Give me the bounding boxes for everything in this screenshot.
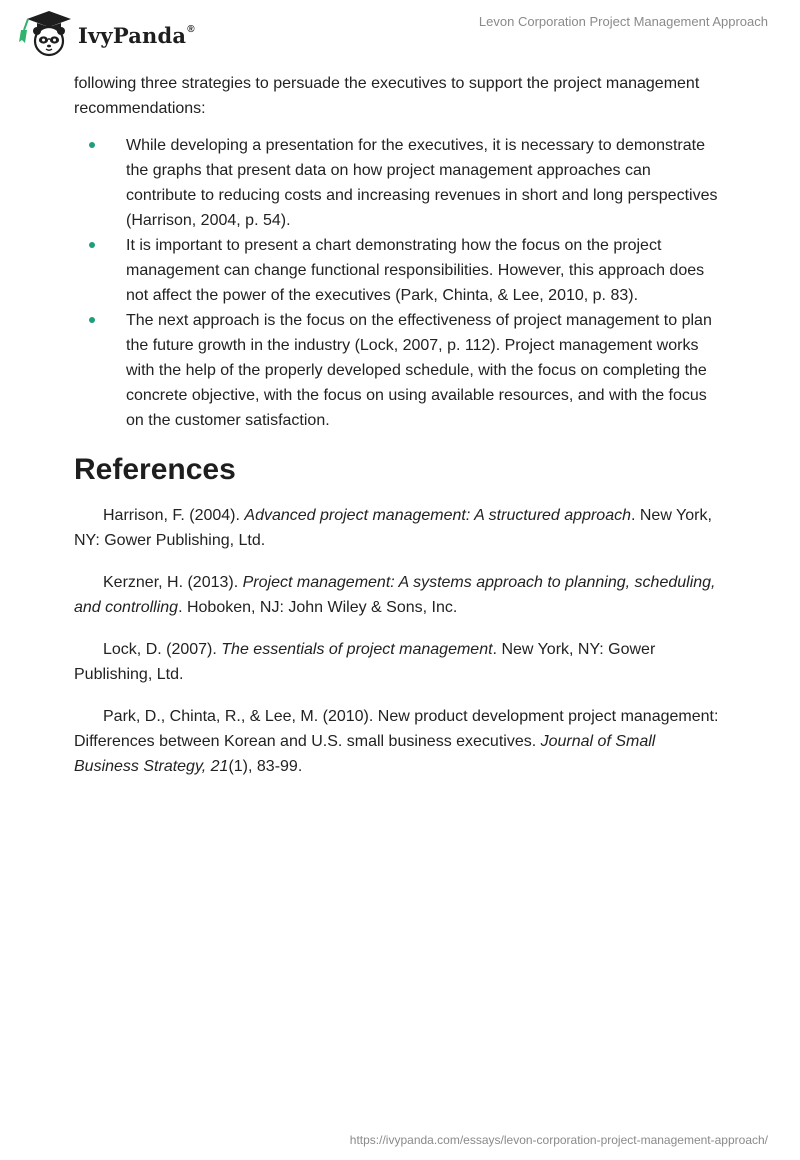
bullet-icon	[89, 317, 95, 323]
reference-title: The essentials of project management	[221, 641, 493, 658]
reference-publisher: . Hoboken, NJ: John Wiley & Sons, Inc.	[178, 599, 458, 616]
reference-issue: (1), 83-99.	[228, 758, 303, 775]
source-url-link[interactable]: https://ivypanda.com/essays/levon-corporation-project-management-approach/	[349, 1133, 768, 1147]
strategy-list	[74, 133, 722, 433]
list-item-text: It is important to present a chart demonstrating how the focus on the project management can change functional responsibilities. However, this approach does not affect the power of the executives (Park, Chinta, & Lee, 2010, p. 83).	[126, 237, 705, 304]
list-item	[74, 308, 722, 433]
reference-entry	[74, 570, 722, 620]
bullet-icon	[89, 242, 95, 248]
brand-name-text: IvyPanda	[78, 22, 187, 48]
reference-journal: Journal of Small Business Strategy, 21	[74, 733, 656, 775]
reference-publisher: . New York, NY: Gower Publishing, Ltd.	[74, 507, 712, 549]
list-item-text: The next approach is the focus on the effectiveness of project management to plan the future growth in the industry (Lock, 2007, p. 112). Project management works with the help of the properly developed schedule, with the focus on completing the concrete objective, with the focus on using available resources, and with the focus on the customer satisfaction.	[126, 312, 712, 429]
list-item-text: While developing a presentation for the executives, it is necessary to demonstrate the graphs that present data on how project management approaches can contribute to reducing costs and increasing revenues in short and long perspectives (Harrison, 2004, p. 54).	[126, 137, 718, 229]
ivypanda-logo[interactable]	[14, 8, 195, 58]
page-header	[0, 0, 800, 64]
brand-name	[78, 23, 195, 48]
reference-entry	[74, 503, 722, 553]
panda-graduate-icon	[14, 8, 76, 58]
reference-publisher: . New York, NY: Gower Publishing, Ltd.	[74, 641, 656, 683]
reference-entry	[74, 637, 722, 687]
page-content	[74, 71, 722, 796]
bullet-icon	[89, 142, 95, 148]
reference-authors: Kerzner, H. (2013).	[103, 574, 243, 591]
reference-authors: Lock, D. (2007).	[103, 641, 222, 658]
reference-authors: Park, D., Chinta, R., & Lee, M. (2010). New product development project management: Differences between Korean and U.S. small business executives.	[74, 708, 719, 750]
reference-title: Project management: A systems approach to planning, scheduling, and controlling	[74, 574, 716, 616]
reference-entry	[74, 704, 722, 779]
intro-paragraph: following three strategies to persuade the executives to support the project management recommendations:	[74, 75, 700, 117]
reference-authors: Harrison, F. (2004).	[103, 507, 245, 524]
list-item	[74, 233, 722, 308]
document-title: Levon Corporation Project Management Approach	[478, 14, 768, 29]
references-heading: References	[74, 453, 236, 486]
reference-title: Advanced project management: A structured approach	[244, 507, 631, 524]
registered-mark: ®	[187, 23, 195, 35]
list-item	[74, 133, 722, 233]
